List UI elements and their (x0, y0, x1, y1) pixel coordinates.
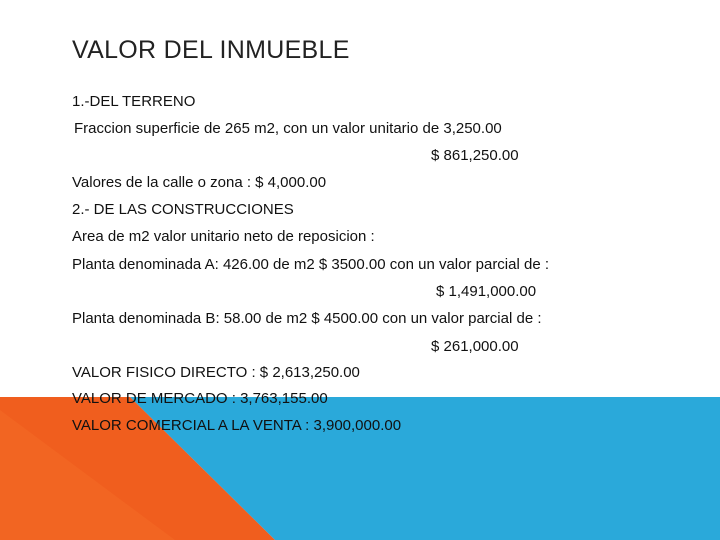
area-unit-value-label: Area de m2 valor unitario neto de reposicion : (72, 228, 375, 245)
planta-b-partial-value: $ 261,000.00 (431, 338, 519, 355)
planta-a-partial-value: $ 1,491,000.00 (436, 283, 537, 300)
slide-title: VALOR DEL INMUEBLE (72, 36, 350, 64)
valor-comercial-venta: VALOR COMERCIAL A LA VENTA : 3,900,000.00 (72, 417, 402, 434)
section-terreno-heading: 1.-DEL TERRENO (72, 93, 196, 110)
planta-b-line: Planta denominada B: 58.00 de m2 $ 4500.00 con un valor parcial de : (72, 310, 542, 327)
street-zone-values: Valores de la calle o zona : $ 4,000.00 (72, 174, 327, 191)
valor-fisico-directo: VALOR FISICO DIRECTO : $ 2,613,250.00 (72, 364, 360, 381)
terreno-description: Fraccion superficie de 265 m2, con un valor unitario de 3,250.00 (74, 120, 502, 137)
planta-a-line: Planta denominada A: 426.00 de m2 $ 3500.00 con un valor parcial de : (72, 256, 550, 273)
valor-de-mercado: VALOR DE MERCADO : 3,763,155.00 (72, 390, 328, 407)
section-construcciones-heading: 2.- DE LAS CONSTRUCCIONES (72, 201, 294, 218)
terreno-total: $ 861,250.00 (431, 147, 519, 164)
